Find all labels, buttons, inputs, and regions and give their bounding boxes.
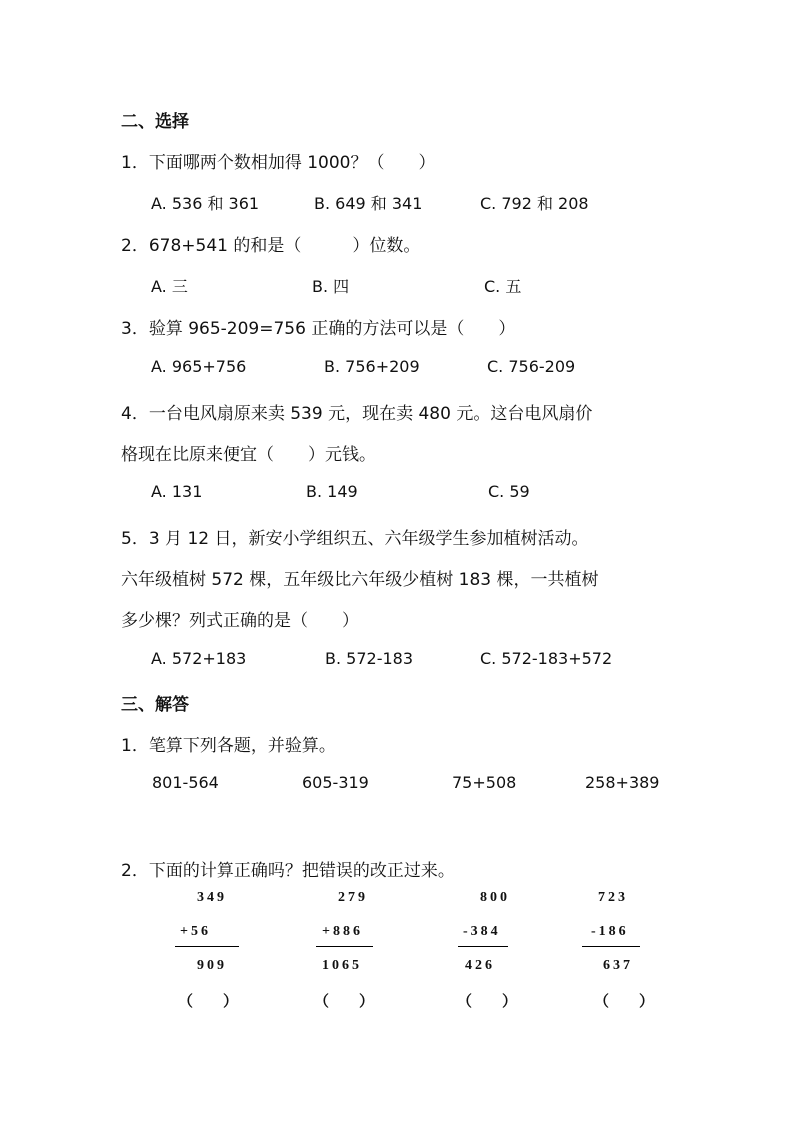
calc1-top: 349 [197, 890, 227, 905]
calc4-second: -186 [591, 924, 629, 939]
q4-option-c: C. 59 [488, 482, 530, 501]
calc-item-3: 75+508 [452, 773, 517, 792]
question-5-line-3: 多少棵？列式正确的是（ ） [121, 611, 359, 631]
q2-option-c: C. 五 [484, 277, 522, 296]
q5-option-a: A. 572+183 [151, 649, 247, 668]
q2-option-a: A. 三 [151, 277, 188, 296]
calc2-answer: （ ） [314, 994, 375, 1010]
calc3-second: -384 [463, 924, 501, 939]
calc2-second: +886 [322, 924, 363, 939]
calc4-rule [582, 946, 640, 947]
question-4-line-2: 格现在比原来便宜（ ）元钱。 [121, 445, 376, 465]
calc-item-2: 605-319 [302, 773, 369, 792]
section3-question-1: 1．笔算下列各题，并验算。 [121, 736, 336, 756]
calc3-result: 426 [465, 958, 495, 973]
calc2-rule [316, 946, 373, 947]
question-2: 2．678+541 的和是（ ）位数。 [121, 236, 421, 256]
calc2-top: 279 [338, 890, 368, 905]
q3-option-c: C. 756-209 [487, 357, 576, 376]
calc4-result: 637 [603, 958, 633, 973]
q1-option-b: B. 649 和 341 [314, 194, 423, 213]
calc1-result: 909 [197, 958, 227, 973]
calc3-answer: （ ） [457, 994, 518, 1010]
calc-item-4: 258+389 [585, 773, 660, 792]
calc2-result: 1065 [322, 958, 362, 973]
calc1-second: +56 [180, 924, 211, 939]
q3-option-b: B. 756+209 [324, 357, 420, 376]
calc1-rule [175, 946, 239, 947]
section-title-choice: 二、选择 [121, 112, 189, 132]
calc4-answer: （ ） [594, 994, 655, 1010]
calc3-top: 800 [480, 890, 510, 905]
calc3-rule [458, 946, 508, 947]
question-4-line-1: 4．一台电风扇原来卖 539 元，现在卖 480 元。这台电风扇价 [121, 404, 593, 424]
question-5-line-2: 六年级植树 572 棵，五年级比六年级少植树 183 棵，一共植树 [121, 570, 599, 590]
q1-option-c: C. 792 和 208 [480, 194, 589, 213]
q1-option-a: A. 536 和 361 [151, 194, 260, 213]
q2-option-b: B. 四 [312, 277, 350, 296]
question-5-line-1: 5．3 月 12 日，新安小学组织五、六年级学生参加植树活动。 [121, 529, 589, 549]
q4-option-b: B. 149 [306, 482, 358, 501]
q4-option-a: A. 131 [151, 482, 203, 501]
calc-item-1: 801-564 [152, 773, 219, 792]
question-3: 3．验算 965-209=756 正确的方法可以是（ ） [121, 319, 516, 339]
q5-option-c: C. 572-183+572 [480, 649, 613, 668]
question-1: 1．下面哪两个数相加得 1000？（ ） [121, 153, 436, 173]
section-title-answer: 三、解答 [121, 695, 189, 715]
q3-option-a: A. 965+756 [151, 357, 247, 376]
calc4-top: 723 [598, 890, 628, 905]
calc1-answer: （ ） [178, 994, 239, 1010]
section3-question-2: 2．下面的计算正确吗？把错误的改正过来。 [121, 861, 455, 881]
q5-option-b: B. 572-183 [325, 649, 413, 668]
